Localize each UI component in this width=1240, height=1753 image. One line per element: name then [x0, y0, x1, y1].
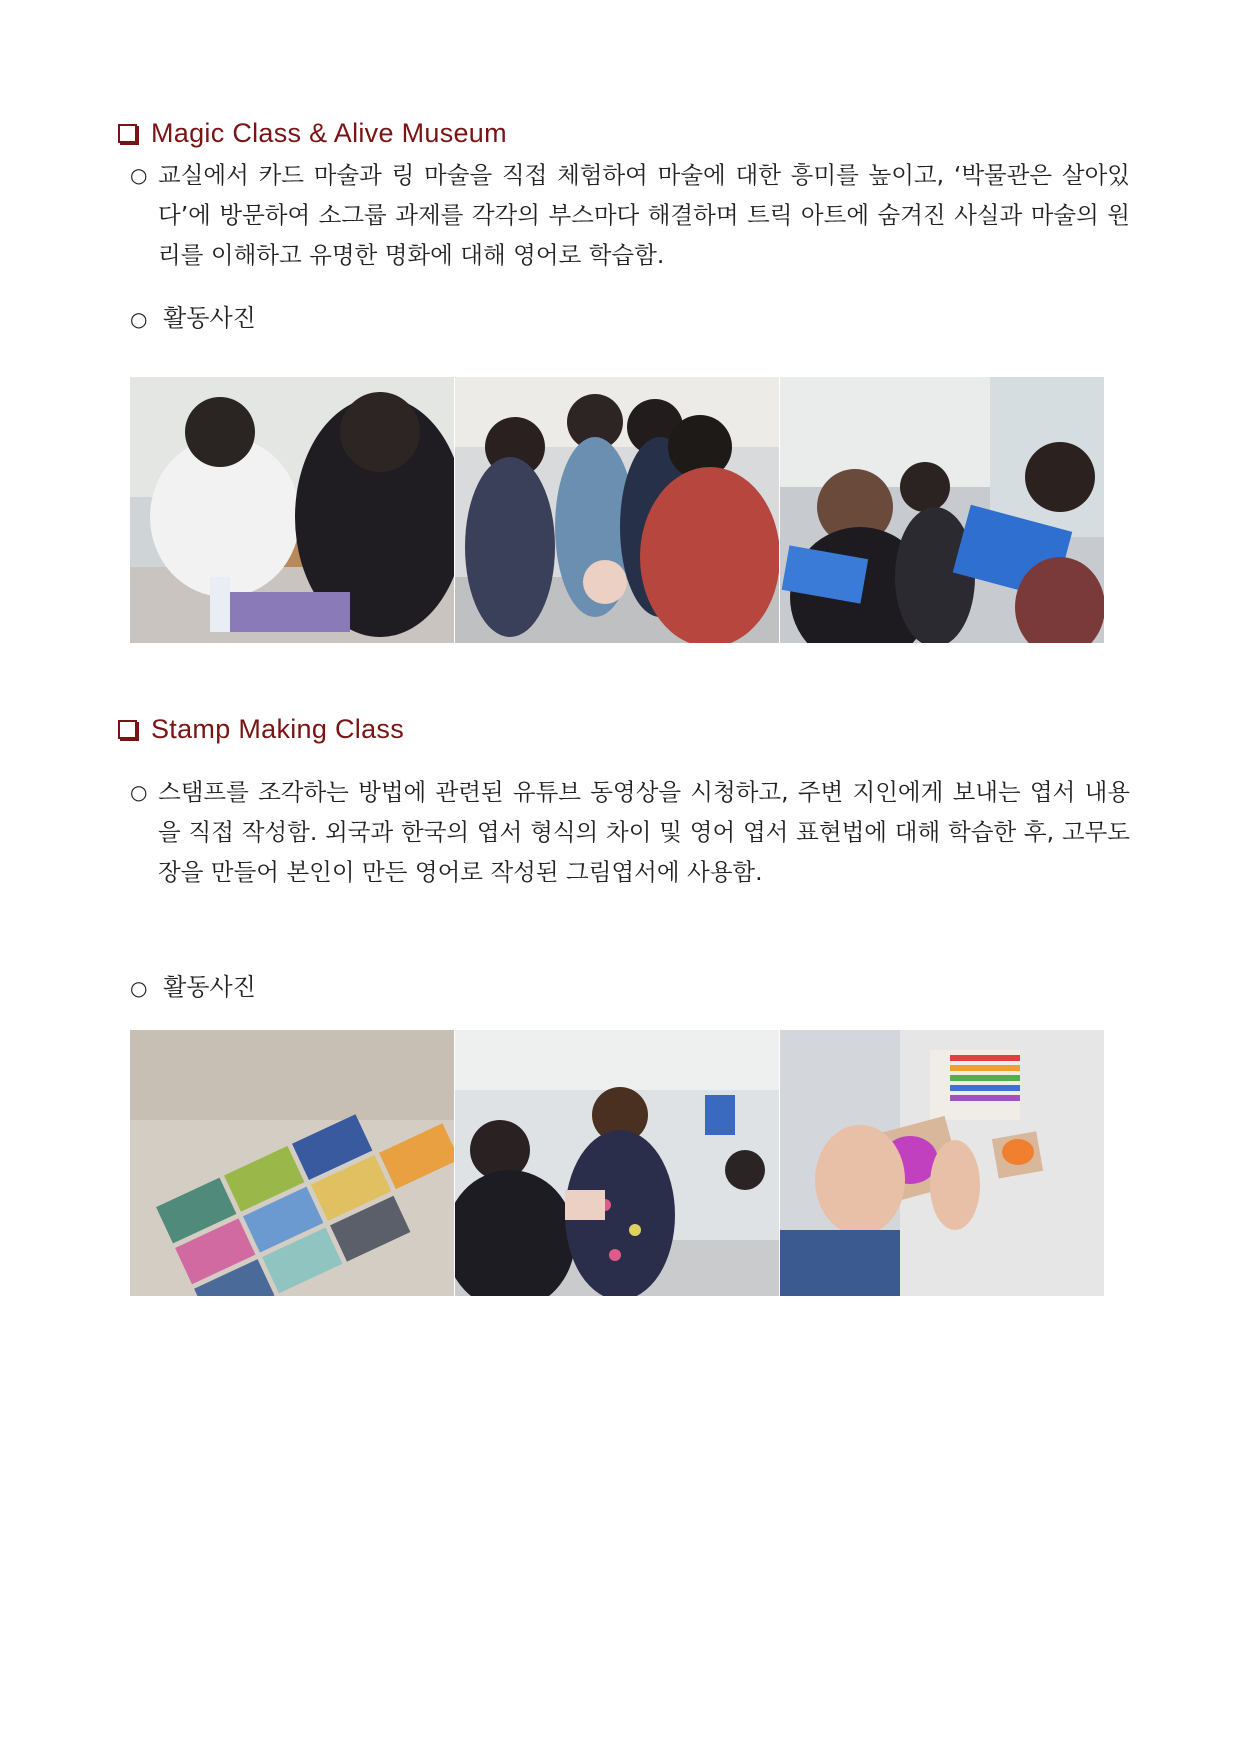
activity-photo — [130, 1030, 454, 1296]
activity-photo — [780, 1030, 1104, 1296]
activity-photo — [780, 377, 1104, 643]
checkbox-square-icon — [118, 720, 137, 739]
circle-bullet-icon: ○ — [130, 163, 148, 187]
description-text: 교실에서 카드 마술과 링 마술을 직접 체험하여 마술에 대한 흥미를 높이고, ‘박물관은 살아있다’에 방문하여 소그룹 과제를 각각의 부스마다 해결하며 트릭 아트에 숨겨진 사실과 마술의 원리를 이해하고 유명한 명화에 대해 영어로 학습함. — [158, 161, 1130, 269]
photos-label: 활동사진 — [163, 304, 256, 332]
circle-bullet-icon: ○ — [130, 976, 148, 1000]
activity-photo — [130, 377, 454, 643]
circle-bullet-icon: ○ — [130, 780, 148, 804]
circle-bullet-icon: ○ — [130, 307, 148, 331]
photo-gallery — [130, 377, 1104, 643]
section-heading-magic-class — [118, 118, 507, 149]
photo-gallery — [130, 1030, 1104, 1296]
section-description — [130, 772, 1130, 892]
photos-label-row — [130, 967, 256, 1002]
activity-photo — [455, 377, 779, 643]
section-heading-stamp-class — [118, 714, 404, 745]
checkbox-square-icon — [118, 124, 137, 143]
photos-label-row — [130, 298, 256, 333]
section-title: Stamp Making Class — [151, 714, 404, 744]
section-description — [130, 155, 1130, 275]
section-title: Magic Class & Alive Museum — [151, 118, 507, 148]
activity-photo — [455, 1030, 779, 1296]
description-text: 스탬프를 조각하는 방법에 관련된 유튜브 동영상을 시청하고, 주변 지인에게 보내는 엽서 내용을 직접 작성함. 외국과 한국의 엽서 형식의 차이 및 영어 엽서 표현법에 대해 학습한 후, 고무도장을 만들어 본인이 만든 영어로 작성된 그림엽서에 사용함. — [158, 778, 1130, 886]
photos-label: 활동사진 — [163, 973, 256, 1001]
